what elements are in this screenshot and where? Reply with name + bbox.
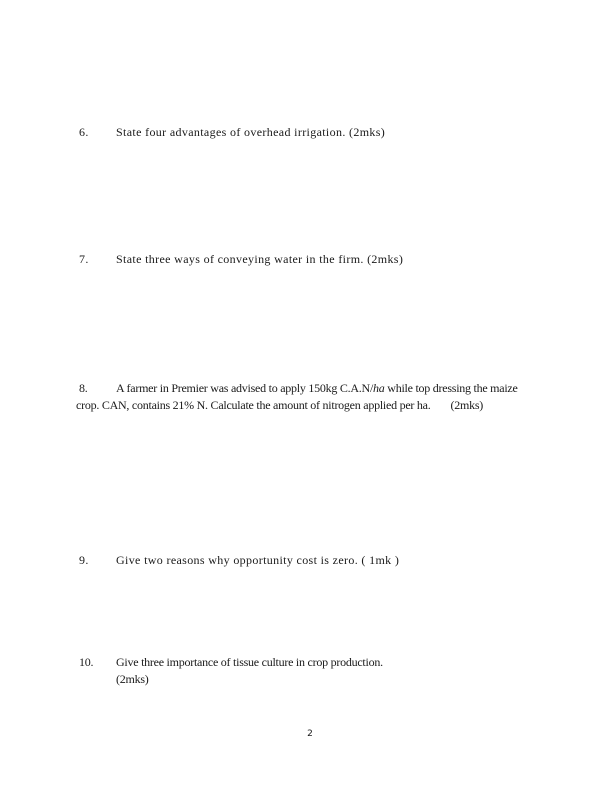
question-text-line1-a: A farmer in Premier was advised to apply 150kg C.A.N/ (116, 381, 374, 395)
question-7 (79, 251, 403, 268)
question-number: 6. (79, 125, 89, 139)
page-number: 2 (307, 729, 313, 739)
question-10 (79, 654, 383, 688)
question-text-line1-b: while top dressing the maize (384, 381, 518, 395)
question-text: Give two reasons why opportunity cost is zero. ( 1mk ) (116, 553, 400, 567)
question-number: 8. (79, 381, 88, 395)
question-number: 10. (79, 655, 94, 669)
question-9 (79, 552, 399, 569)
question-6 (79, 124, 385, 141)
question-text-line1: Give three importance of tissue culture in crop production. (116, 655, 383, 669)
question-text-line2: crop. CAN, contains 21% N. Calculate the amount of nitrogen applied per ha. (76, 398, 431, 412)
question-text: State four advantages of overhead irrigation. (2mks) (116, 125, 386, 139)
question-marks: (2mks) (450, 398, 483, 412)
question-number: 9. (79, 553, 89, 567)
question-text-line1-unit: ha (373, 381, 385, 395)
question-8 (76, 380, 518, 414)
question-text: State three ways of conveying water in the firm. (2mks) (116, 252, 404, 266)
question-marks: (2mks) (116, 672, 149, 686)
question-text-line2-wrap (76, 397, 518, 414)
question-number: 7. (79, 252, 89, 266)
